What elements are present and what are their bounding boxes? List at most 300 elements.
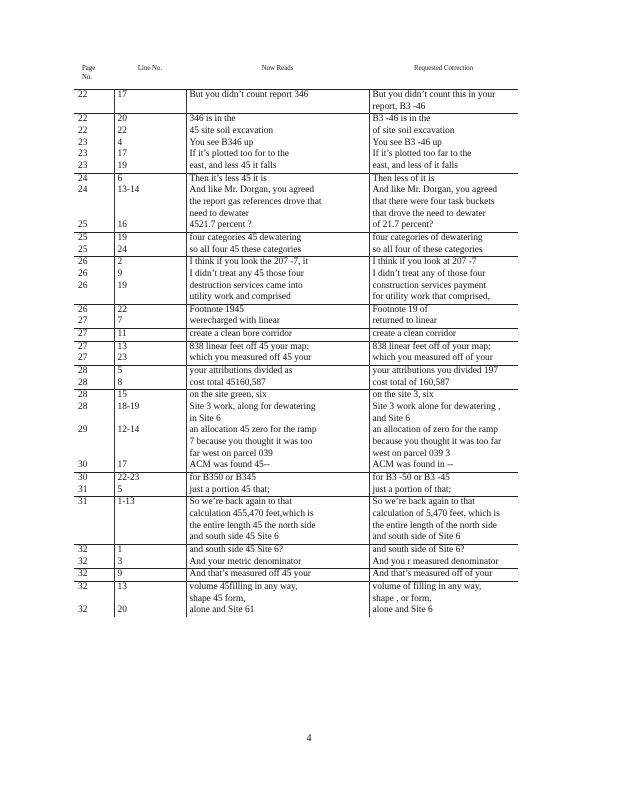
requested-correction-cell-line: because you thought it was too far bbox=[372, 437, 502, 448]
table-row bbox=[74, 257, 518, 269]
requested-correction-cell-line: that there were four task buckets bbox=[372, 196, 495, 207]
table-row bbox=[74, 581, 518, 605]
line-value: 15 bbox=[117, 390, 127, 401]
requested-correction-cell-line: four categories of dewatering bbox=[372, 232, 483, 243]
line-value: 9 bbox=[117, 268, 123, 279]
page-cell bbox=[74, 149, 114, 161]
requested-correction-cell-line: construction services payment bbox=[372, 280, 487, 291]
now-reads-cell bbox=[186, 485, 369, 497]
requested-correction-cell bbox=[369, 304, 518, 316]
now-reads-cell-line: Then it’s less 45 it is bbox=[189, 173, 267, 184]
page-value: 28 bbox=[78, 390, 88, 401]
now-reads-cell-line: So we’re back again to that bbox=[189, 497, 292, 508]
requested-correction-cell-line: 838 linear feet off of your map; bbox=[372, 341, 491, 352]
now-reads-cell-line: If it’s plotted too for to the bbox=[189, 149, 289, 160]
now-reads-column-header: Now Reads bbox=[261, 65, 294, 72]
now-reads-cell bbox=[186, 149, 369, 161]
now-reads-cell-line: And that’s measured off 45 your bbox=[189, 569, 311, 580]
now-reads-cell-line: And your metric denominator bbox=[189, 556, 302, 567]
line-value: 18-19 bbox=[117, 402, 140, 413]
page-value: 28 bbox=[78, 377, 88, 388]
line-column-header: Line No. bbox=[137, 65, 163, 72]
now-reads-cell bbox=[186, 390, 369, 402]
now-reads-cell-line: and south side 45 Site 6 bbox=[189, 532, 279, 543]
page-column-header: Page No. bbox=[82, 65, 96, 82]
table-row bbox=[74, 220, 518, 232]
requested-correction-cell-line: Then less of it is bbox=[372, 173, 435, 184]
now-reads-cell-line: just a portion 45 that; bbox=[189, 484, 270, 495]
page-value: 27 bbox=[78, 316, 88, 327]
requested-correction-cell-line: and Site 6 bbox=[372, 413, 410, 424]
now-reads-cell bbox=[186, 402, 369, 425]
line-cell bbox=[114, 341, 186, 353]
page-value: 30 bbox=[78, 473, 88, 483]
requested-correction-cell bbox=[369, 220, 518, 232]
table-row bbox=[74, 353, 518, 365]
line-value: 22-23 bbox=[117, 473, 140, 483]
requested-correction-cell bbox=[369, 232, 518, 244]
requested-correction-cell bbox=[369, 557, 518, 569]
page-cell bbox=[74, 390, 114, 402]
requested-correction-cell-line: calculation of 5,470 feet, which is bbox=[372, 508, 500, 519]
page-cell bbox=[74, 185, 114, 220]
page-value: 24 bbox=[78, 173, 88, 184]
requested-correction-cell bbox=[369, 281, 518, 305]
table-row bbox=[74, 304, 518, 316]
line-cell bbox=[114, 281, 186, 305]
page-value: 25 bbox=[78, 232, 88, 243]
now-reads-cell-line: calculation 455,470 feet,which is bbox=[189, 508, 314, 519]
requested-correction-cell bbox=[369, 245, 518, 257]
requested-correction-cell-line: Footnote 19 of bbox=[372, 304, 428, 315]
requested-correction-cell bbox=[369, 390, 518, 402]
line-value: 17 bbox=[117, 90, 127, 100]
page-cell bbox=[74, 402, 114, 425]
table-row bbox=[74, 557, 518, 569]
requested-correction-cell-line: west on parcel 039 3 bbox=[372, 448, 451, 459]
table-row bbox=[74, 378, 518, 390]
line-cell bbox=[114, 257, 186, 269]
line-cell bbox=[114, 497, 186, 545]
line-value: 7 bbox=[117, 316, 123, 327]
now-reads-cell-line: so all four 45 these categories bbox=[189, 244, 302, 255]
requested-correction-cell-line: And like Mr. Dorgan, you agreed bbox=[372, 185, 498, 196]
requested-correction-cell-line: B3 -46 is in the bbox=[372, 114, 431, 125]
line-cell bbox=[114, 149, 186, 161]
line-value: 5 bbox=[117, 366, 123, 377]
page-value: 24 bbox=[78, 185, 88, 196]
requested-correction-cell-line: so all four of these categories bbox=[372, 244, 483, 255]
now-reads-cell-line: utility work and comprised bbox=[189, 292, 291, 303]
requested-correction-cell bbox=[369, 378, 518, 390]
line-value: 8 bbox=[117, 377, 123, 388]
page-cell bbox=[74, 581, 114, 605]
table-row bbox=[74, 569, 518, 582]
now-reads-cell-line: the entire length 45 the north side bbox=[189, 520, 316, 531]
line-cell bbox=[114, 269, 186, 281]
requested-correction-cell-line: I didn’t treat any of those four bbox=[372, 268, 486, 279]
line-value: 3 bbox=[117, 556, 123, 567]
now-reads-cell bbox=[186, 281, 369, 305]
line-value: 19 bbox=[117, 232, 127, 243]
table-row bbox=[74, 90, 518, 114]
page-cell bbox=[74, 257, 114, 269]
now-reads-cell bbox=[186, 605, 369, 617]
now-reads-cell bbox=[186, 245, 369, 257]
requested-correction-cell bbox=[369, 605, 518, 617]
requested-correction-cell-line: east, and less of it falls bbox=[372, 160, 458, 171]
now-reads-cell-line: which you measured off 45 your bbox=[189, 353, 312, 364]
page-cell bbox=[74, 460, 114, 472]
line-value: 19 bbox=[117, 160, 127, 171]
now-reads-cell-line: 346 is in the bbox=[189, 114, 236, 125]
table-row bbox=[74, 185, 518, 220]
page-cell bbox=[74, 366, 114, 378]
line-cell bbox=[114, 138, 186, 150]
now-reads-cell bbox=[186, 378, 369, 390]
now-reads-cell-line: your attributions divided as bbox=[189, 366, 293, 377]
requested-correction-cell bbox=[369, 353, 518, 365]
now-reads-cell bbox=[186, 366, 369, 378]
requested-correction-cell-line: of 21.7 percent? bbox=[372, 220, 434, 231]
page-cell bbox=[74, 497, 114, 545]
now-reads-cell-line: ACM was found 45-- bbox=[189, 460, 270, 471]
line-value: 20 bbox=[117, 114, 127, 125]
requested-correction-cell-line: returned to linear bbox=[372, 316, 438, 327]
page-value: 28 bbox=[78, 402, 88, 413]
requested-correction-cell bbox=[369, 149, 518, 161]
table-row bbox=[74, 126, 518, 138]
now-reads-cell-line: Footnote 1945 bbox=[189, 304, 244, 315]
now-reads-cell-line: But you didn’t count report 346 bbox=[189, 90, 309, 100]
line-cell bbox=[114, 544, 186, 556]
requested-correction-cell bbox=[369, 366, 518, 378]
line-cell bbox=[114, 581, 186, 605]
now-reads-cell-line: create a clean bore corridor bbox=[189, 329, 293, 340]
line-cell bbox=[114, 378, 186, 390]
now-reads-cell-line: Site 3 work, along for dewatering bbox=[189, 402, 316, 413]
line-value: 1 bbox=[117, 544, 123, 555]
line-cell bbox=[114, 569, 186, 582]
now-reads-cell-line: destruction services came into bbox=[189, 280, 303, 291]
line-cell bbox=[114, 90, 186, 114]
table-row bbox=[74, 161, 518, 173]
table-body bbox=[74, 90, 518, 617]
now-reads-cell-line: on the site green, six bbox=[189, 390, 267, 401]
requested-correction-cell bbox=[369, 138, 518, 150]
requested-correction-cell bbox=[369, 497, 518, 545]
table-row bbox=[74, 605, 518, 617]
requested-correction-cell-line: And that’s measured off of your bbox=[372, 569, 493, 580]
requested-correction-cell-line: for B3 -50 or B3 -45 bbox=[372, 473, 450, 483]
page-value: 27 bbox=[78, 329, 88, 340]
now-reads-cell-line: I think if you look the 207 -7, it bbox=[189, 257, 308, 268]
line-cell bbox=[114, 557, 186, 569]
now-reads-cell-line: in Site 6 bbox=[189, 413, 221, 424]
line-cell bbox=[114, 390, 186, 402]
page-cell bbox=[74, 245, 114, 257]
line-value: 9 bbox=[117, 569, 123, 580]
page-value: 31 bbox=[78, 497, 88, 508]
requested-correction-cell bbox=[369, 126, 518, 138]
now-reads-cell-line: shape 45 form, bbox=[189, 593, 246, 604]
page-cell bbox=[74, 232, 114, 244]
page-value: 22 bbox=[78, 114, 88, 125]
line-cell bbox=[114, 173, 186, 185]
table-row bbox=[74, 425, 518, 460]
now-reads-cell bbox=[186, 341, 369, 353]
page-cell bbox=[74, 281, 114, 305]
requested-correction-cell-line: and south side of Site 6 bbox=[372, 532, 461, 543]
page-cell bbox=[74, 605, 114, 617]
now-reads-cell bbox=[186, 257, 369, 269]
table-row bbox=[74, 114, 518, 126]
now-reads-cell bbox=[186, 138, 369, 150]
requested-correction-cell-line: But you didn’t count this in your bbox=[372, 90, 496, 100]
requested-correction-cell bbox=[369, 185, 518, 220]
requested-correction-cell bbox=[369, 473, 518, 485]
now-reads-cell bbox=[186, 460, 369, 472]
requested-correction-cell-line: You see B3 -46 up bbox=[372, 137, 442, 148]
line-cell bbox=[114, 605, 186, 617]
table-header bbox=[74, 62, 518, 90]
requested-correction-cell-line: report, B3 -46 bbox=[372, 101, 426, 112]
table-row bbox=[74, 402, 518, 425]
requested-correction-cell-line: of site soil excavation bbox=[372, 125, 455, 136]
line-cell bbox=[114, 485, 186, 497]
page-value: 28 bbox=[78, 366, 88, 377]
requested-correction-cell-line: for utility work that comprised, bbox=[372, 292, 490, 303]
line-cell bbox=[114, 220, 186, 232]
now-reads-cell-line: far west on parcel 039 bbox=[189, 448, 273, 459]
requested-correction-cell-line: And you r measured denominator bbox=[372, 556, 499, 567]
now-reads-cell bbox=[186, 114, 369, 126]
page-value: 23 bbox=[78, 160, 88, 171]
table-row bbox=[74, 485, 518, 497]
now-reads-cell-line: an allocation 45 zero for the ramp bbox=[189, 425, 317, 436]
page-cell bbox=[74, 138, 114, 150]
requested-correction-cell bbox=[369, 341, 518, 353]
line-cell bbox=[114, 126, 186, 138]
requested-correction-cell bbox=[369, 485, 518, 497]
page-value: 23 bbox=[78, 137, 88, 148]
now-reads-cell bbox=[186, 329, 369, 342]
requested-correction-cell-line: the entire length of the north side bbox=[372, 520, 497, 531]
now-reads-cell bbox=[186, 90, 369, 114]
line-cell bbox=[114, 366, 186, 378]
line-cell bbox=[114, 161, 186, 173]
now-reads-cell bbox=[186, 269, 369, 281]
page-value: 26 bbox=[78, 280, 88, 291]
requested-correction-cell bbox=[369, 544, 518, 556]
table-row bbox=[74, 149, 518, 161]
requested-correction-cell-line: So we’re back again to that bbox=[372, 497, 475, 508]
line-cell bbox=[114, 114, 186, 126]
line-cell bbox=[114, 316, 186, 328]
page-value: 25 bbox=[78, 220, 88, 231]
line-value: 6 bbox=[117, 173, 123, 184]
corrections-table bbox=[74, 62, 518, 617]
requested-correction-column-header: Requested Correction bbox=[413, 65, 474, 72]
requested-correction-cell bbox=[369, 90, 518, 114]
requested-correction-cell-line: If it’s plotted too far to the bbox=[372, 149, 472, 160]
requested-correction-cell bbox=[369, 114, 518, 126]
page-cell bbox=[74, 90, 114, 114]
requested-correction-cell-line: which you measured off of your bbox=[372, 353, 493, 364]
table-row bbox=[74, 497, 518, 545]
now-reads-cell bbox=[186, 353, 369, 365]
requested-correction-cell bbox=[369, 581, 518, 605]
table-row bbox=[74, 232, 518, 244]
line-value: 4 bbox=[117, 137, 123, 148]
line-value: 22 bbox=[117, 304, 127, 315]
line-value: 13-14 bbox=[117, 185, 140, 196]
requested-correction-cell-line: on the site 3, six bbox=[372, 390, 434, 401]
now-reads-cell-line: and south side 45 Site 6? bbox=[189, 544, 283, 555]
table-row bbox=[74, 341, 518, 353]
requested-correction-cell bbox=[369, 173, 518, 185]
now-reads-cell-line: And like Mr. Dorgan, you agreed bbox=[189, 185, 315, 196]
now-reads-cell bbox=[186, 425, 369, 460]
requested-correction-cell bbox=[369, 269, 518, 281]
now-reads-cell-line: 4521.7 percent ? bbox=[189, 220, 252, 231]
now-reads-cell bbox=[186, 232, 369, 244]
table-row bbox=[74, 138, 518, 150]
page-cell bbox=[74, 329, 114, 342]
page-cell bbox=[74, 473, 114, 485]
line-value: 13 bbox=[117, 341, 127, 352]
now-reads-cell-line: 838 linear feet off 45 your map; bbox=[189, 341, 310, 352]
requested-correction-cell bbox=[369, 425, 518, 460]
page-value: 32 bbox=[78, 569, 88, 580]
now-reads-cell-line: I didn’t treat any 45 those four bbox=[189, 268, 304, 279]
line-value: 11 bbox=[117, 329, 127, 340]
now-reads-cell bbox=[186, 173, 369, 185]
table-row bbox=[74, 173, 518, 185]
requested-correction-cell-line: Site 3 work alone for dewatering , bbox=[372, 402, 501, 413]
page-value: 26 bbox=[78, 268, 88, 279]
requested-correction-cell bbox=[369, 161, 518, 173]
now-reads-cell-line: the report gas references drove that bbox=[189, 196, 322, 207]
page-value: 26 bbox=[78, 257, 88, 268]
requested-correction-cell-line: ACM was found in -- bbox=[372, 460, 454, 471]
page-value: 27 bbox=[78, 353, 88, 364]
table-row bbox=[74, 390, 518, 402]
now-reads-cell bbox=[186, 569, 369, 582]
requested-correction-cell-line: shape , or form, bbox=[372, 593, 432, 604]
now-reads-cell-line: volume 45filling in any way, bbox=[189, 581, 298, 592]
requested-correction-cell bbox=[369, 316, 518, 328]
page-cell bbox=[74, 485, 114, 497]
line-cell bbox=[114, 460, 186, 472]
requested-correction-cell bbox=[369, 329, 518, 342]
line-value: 5 bbox=[117, 484, 123, 495]
requested-correction-cell bbox=[369, 460, 518, 472]
line-value: 1-13 bbox=[117, 497, 135, 508]
line-value: 17 bbox=[117, 149, 127, 160]
line-cell bbox=[114, 232, 186, 244]
page-value: 29 bbox=[78, 425, 88, 436]
table-row bbox=[74, 544, 518, 556]
page-value: 32 bbox=[78, 544, 88, 555]
page-cell bbox=[74, 173, 114, 185]
requested-correction-cell-line: that drove the need to dewater bbox=[372, 208, 486, 219]
line-value: 22 bbox=[117, 125, 127, 136]
page-value: 27 bbox=[78, 341, 88, 352]
line-value: 17 bbox=[117, 460, 127, 471]
now-reads-cell bbox=[186, 304, 369, 316]
line-value: 16 bbox=[117, 220, 127, 231]
requested-correction-cell bbox=[369, 569, 518, 582]
line-cell bbox=[114, 473, 186, 485]
now-reads-cell bbox=[186, 557, 369, 569]
page-cell bbox=[74, 425, 114, 460]
line-value: 12-14 bbox=[117, 425, 140, 436]
page-value: 32 bbox=[78, 605, 88, 616]
now-reads-cell-line: You see B346 up bbox=[189, 137, 254, 148]
requested-correction-cell bbox=[369, 402, 518, 425]
line-cell bbox=[114, 402, 186, 425]
requested-correction-cell bbox=[369, 257, 518, 269]
page-value: 30 bbox=[78, 460, 88, 471]
requested-correction-cell-line: an allocation of zero for the ramp bbox=[372, 425, 498, 436]
page-cell bbox=[74, 341, 114, 353]
line-cell bbox=[114, 304, 186, 316]
line-value: 24 bbox=[117, 244, 127, 255]
table-row bbox=[74, 329, 518, 342]
now-reads-cell bbox=[186, 581, 369, 605]
table-row bbox=[74, 281, 518, 305]
requested-correction-cell-line: alone and Site 6 bbox=[372, 605, 433, 616]
now-reads-cell-line: need to dewater bbox=[189, 208, 249, 219]
now-reads-cell-line: east, and less 45 it falls bbox=[189, 160, 277, 171]
page-cell bbox=[74, 161, 114, 173]
page-cell bbox=[74, 557, 114, 569]
now-reads-cell bbox=[186, 126, 369, 138]
page-value: 25 bbox=[78, 244, 88, 255]
requested-correction-cell-line: create a clean corridor bbox=[372, 329, 457, 340]
now-reads-cell-line: for B350 or B345 bbox=[189, 473, 256, 483]
line-cell bbox=[114, 353, 186, 365]
requested-correction-cell-line: your attributions you divided 197 bbox=[372, 366, 499, 377]
page-value: 23 bbox=[78, 149, 88, 160]
table-row bbox=[74, 460, 518, 472]
page-value: 31 bbox=[78, 484, 88, 495]
page-cell bbox=[74, 304, 114, 316]
line-cell bbox=[114, 425, 186, 460]
table-row bbox=[74, 366, 518, 378]
now-reads-cell bbox=[186, 185, 369, 220]
now-reads-cell bbox=[186, 544, 369, 556]
table-row bbox=[74, 473, 518, 485]
table-row bbox=[74, 316, 518, 328]
now-reads-cell bbox=[186, 316, 369, 328]
now-reads-cell bbox=[186, 497, 369, 545]
now-reads-cell-line: 7 because you thought it was too bbox=[189, 437, 313, 448]
line-value: 19 bbox=[117, 280, 127, 291]
now-reads-cell bbox=[186, 161, 369, 173]
corrections-page bbox=[74, 62, 518, 617]
requested-correction-cell-line: just a portion of that; bbox=[372, 484, 452, 495]
now-reads-cell-line: cost total 45160,587 bbox=[189, 377, 266, 388]
now-reads-cell-line: werecharged with linear bbox=[189, 316, 280, 327]
requested-correction-cell-line: volume of filling in any way, bbox=[372, 581, 482, 592]
page-cell bbox=[74, 114, 114, 126]
line-cell bbox=[114, 329, 186, 342]
now-reads-cell bbox=[186, 220, 369, 232]
page-cell bbox=[74, 220, 114, 232]
page-value: 22 bbox=[78, 90, 88, 100]
